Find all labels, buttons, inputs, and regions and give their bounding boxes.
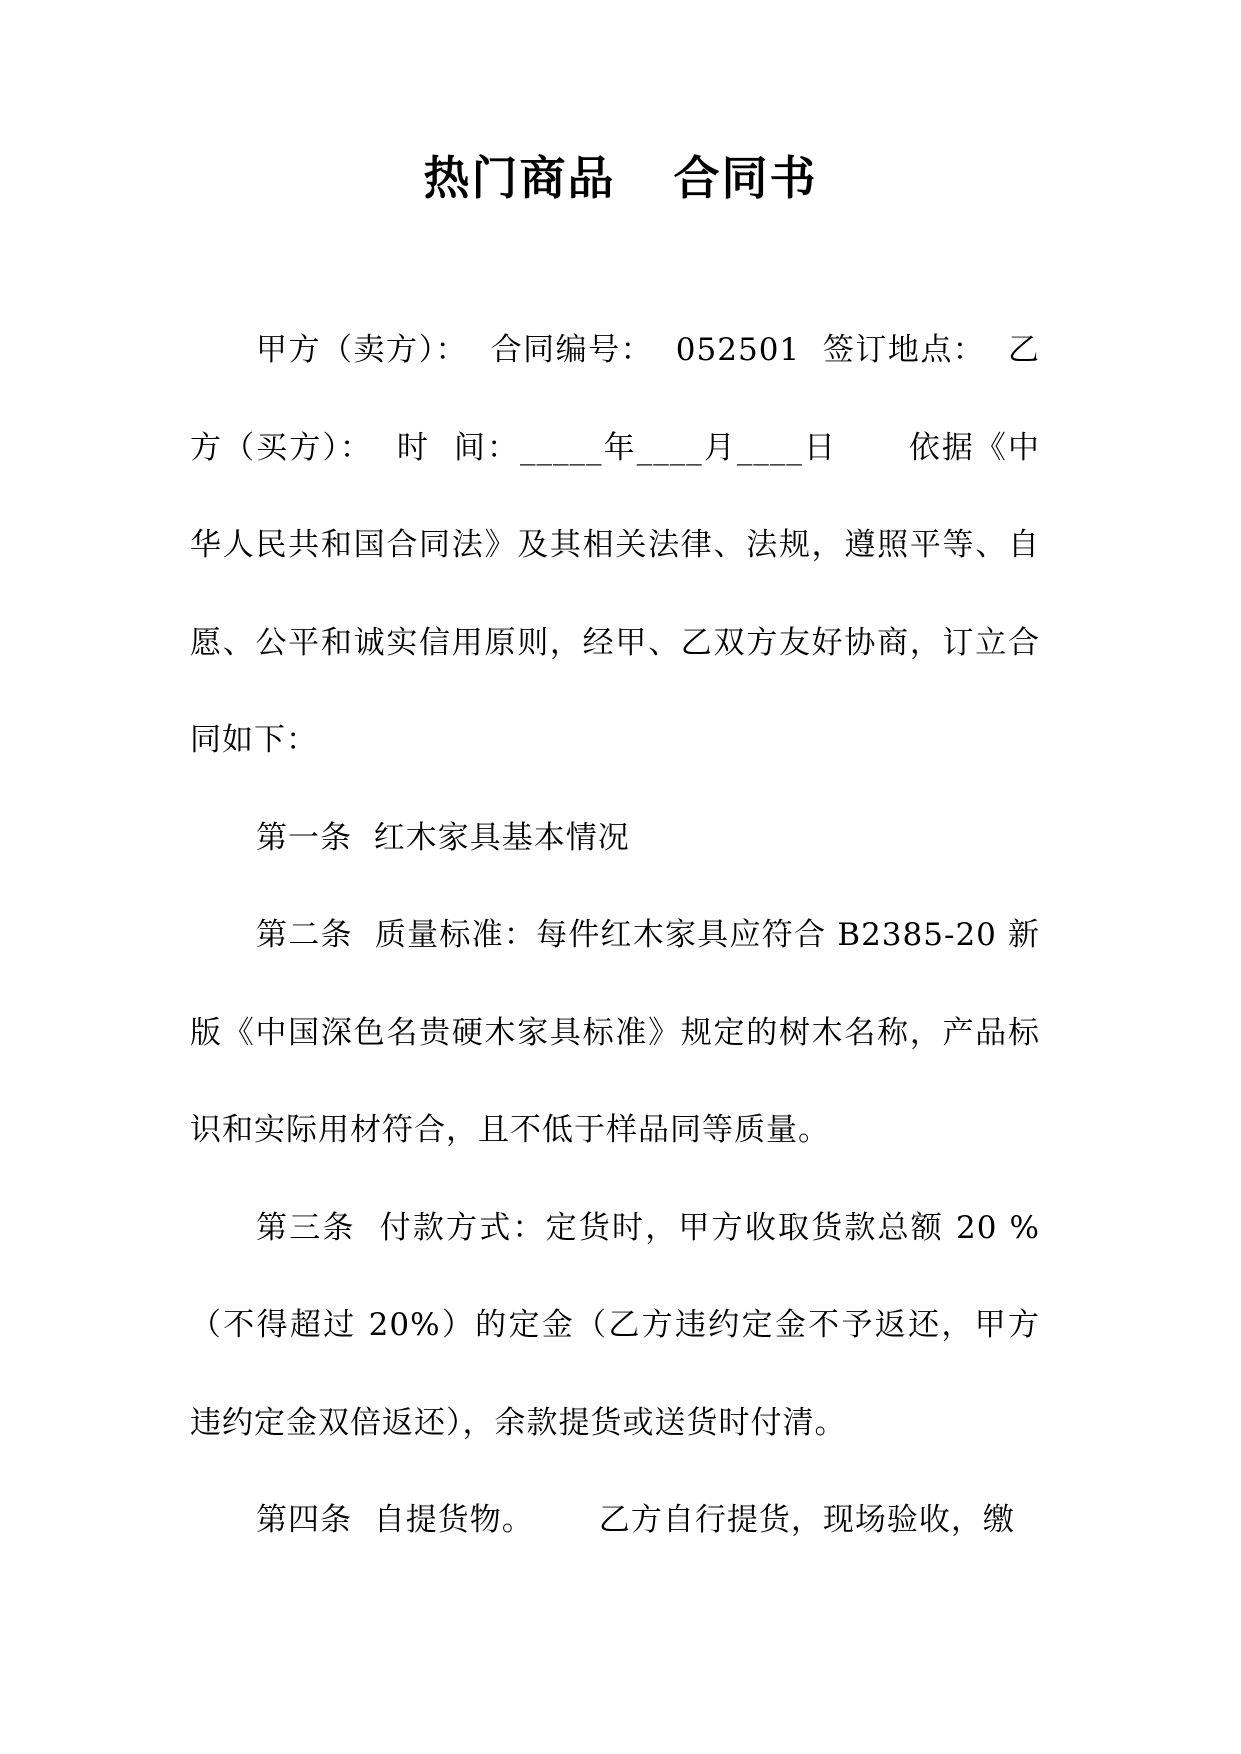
article-2-paragraph: 第二条 质量标准：每件红木家具应符合 B2385-20 新版《中国深色名贵硬木家具标准》规定的树木名称，产品标识和实际用材符合，且不低于样品同等质量。 [190,917,1040,1148]
article-4-paragraph: 第四条 自提货物。 乙方自行提货，现场验收，缴 [256,1502,1015,1538]
document-title [0,148,1241,208]
article-3-paragraph: 第三条 付款方式：定货时，甲方收取货款总额 20 %（不得超过 20%）的定金（乙方违约定金不予返还，甲方违约定金双倍返还），余款提货或送货时付清。 [190,1209,1040,1441]
document-body [190,302,1040,1570]
article-1-paragraph: 第一条 红木家具基本情况 [256,819,630,856]
preamble-paragraph: 甲方（卖方）： 合同编号： 052501 签订地点： 乙方（买方）： 时 间：_____年____月____日 依据《中华人民共和国合同法》及其相关法律、法规，遵照平等、自愿、公平和诚实信用原则，经甲、乙双方友好协商，订立合同如下： [190,332,1040,758]
title-part-1: 热门商品 [423,151,616,205]
title-part-2: 合同书 [673,151,818,205]
